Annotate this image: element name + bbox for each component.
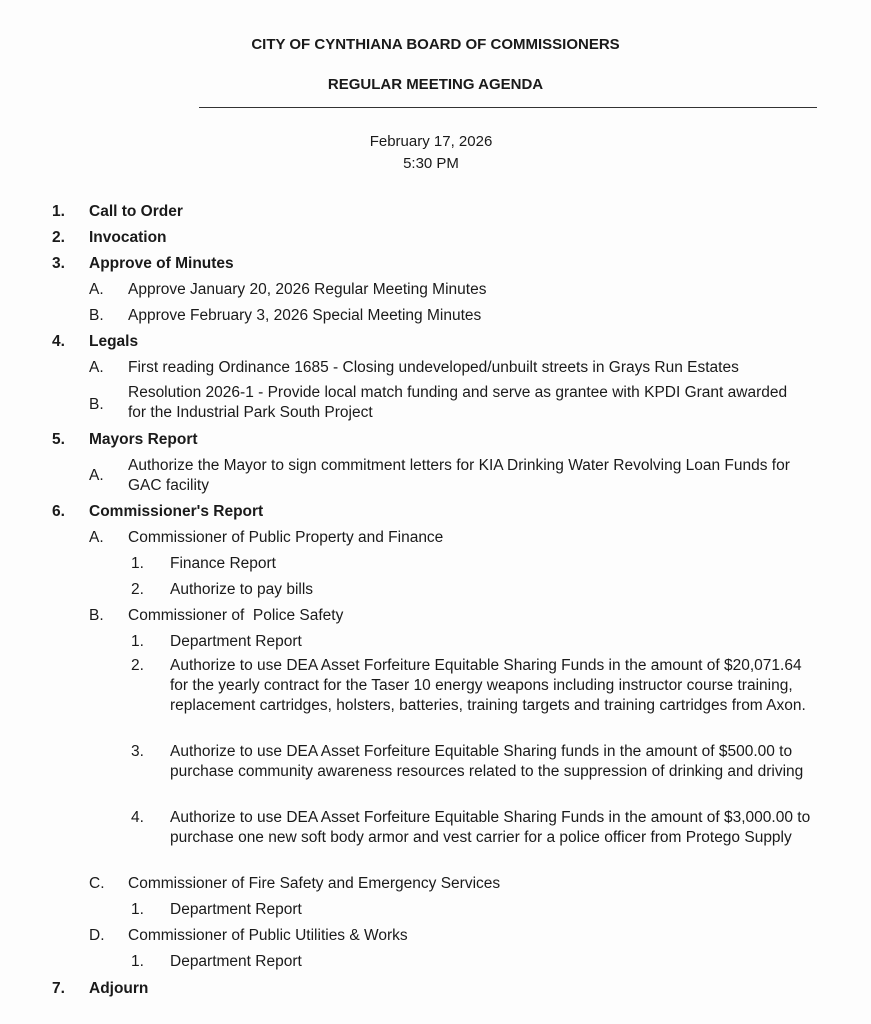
item-letter: B. <box>89 396 104 413</box>
item-text: Call to Order <box>89 203 183 220</box>
item-number: 4. <box>131 809 144 826</box>
item-text: Legals <box>89 333 139 350</box>
item-text: Authorize to use DEA Asset Forfeiture Equitable Sharing Funds in the amount of $20,071.64 for the yearly contract for the Taser 10 energy weapons including instructor course training, replacement cartridges, holsters, batteries, training targets and training cartridges from Axon. <box>170 657 806 714</box>
meeting-date: February 17, 2026 <box>369 133 493 150</box>
item-letter: B. <box>89 307 104 324</box>
item-number: 1. <box>131 901 144 918</box>
item-text: Authorize the Mayor to sign commitment letters for KIA Drinking Water Revolving Loan Funds for GAC facility <box>128 457 790 494</box>
item-text: Authorize to use DEA Asset Forfeiture Equitable Sharing Funds in the amount of $3,000.00 to purchase one new soft body armor and vest carrier for a police officer from Protego Supply <box>170 809 811 846</box>
item-text: Invocation <box>89 229 167 246</box>
item-text: Resolution 2026-1 - Provide local match funding and serve as grantee with KPDI Grant awarded for the Industrial Park South Project <box>128 384 788 421</box>
item-letter: A. <box>89 359 104 376</box>
item-number: 6. <box>52 503 65 520</box>
item-number: 2. <box>52 229 65 246</box>
item-text: Commissioner of Public Property and Finance <box>128 529 444 546</box>
item-text: Department Report <box>170 953 302 970</box>
item-text: Department Report <box>170 633 302 650</box>
item-text: Approve of Minutes <box>89 255 234 272</box>
item-text: Commissioner of Public Utilities & Works <box>128 927 408 944</box>
item-text: Commissioner of Fire Safety and Emergency Services <box>128 875 501 892</box>
item-number: 4. <box>52 333 65 350</box>
item-text: Department Report <box>170 901 302 918</box>
item-number: 5. <box>52 431 65 448</box>
item-text: Commissioner's Report <box>89 503 264 520</box>
document-title: CITY OF CYNTHIANA BOARD OF COMMISSIONERS <box>251 36 620 53</box>
item-number: 2. <box>131 657 144 674</box>
item-text: Approve January 20, 2026 Regular Meeting Minutes <box>128 281 487 298</box>
item-text: Finance Report <box>170 555 276 572</box>
item-number: 1. <box>131 953 144 970</box>
item-number: 2. <box>131 581 144 598</box>
item-number: 1. <box>52 203 65 220</box>
item-number: 1. <box>131 633 144 650</box>
item-letter: C. <box>89 875 105 892</box>
item-text: Authorize to pay bills <box>170 581 314 598</box>
item-text: First reading Ordinance 1685 - Closing undeveloped/unbuilt streets in Grays Run Estates <box>128 359 739 376</box>
document-subtitle: REGULAR MEETING AGENDA <box>327 76 544 93</box>
item-number: 1. <box>131 555 144 572</box>
item-letter: A. <box>89 281 104 298</box>
item-letter: D. <box>89 927 105 944</box>
item-text: Adjourn <box>89 980 149 997</box>
item-number: 3. <box>52 255 65 272</box>
item-number: 7. <box>52 980 65 997</box>
meeting-time: 5:30 PM <box>403 155 459 172</box>
item-letter: A. <box>89 467 104 484</box>
item-text: Approve February 3, 2026 Special Meeting Minutes <box>128 307 482 324</box>
item-text: Mayors Report <box>89 431 198 448</box>
item-letter: A. <box>89 529 104 546</box>
item-number: 3. <box>131 743 144 760</box>
item-text: Authorize to use DEA Asset Forfeiture Equitable Sharing funds in the amount of $500.00 to purchase community awareness resources related to the suppression of drinking and driving <box>170 743 804 780</box>
item-letter: B. <box>89 607 104 624</box>
item-text: Commissioner of Police Safety <box>128 607 344 624</box>
